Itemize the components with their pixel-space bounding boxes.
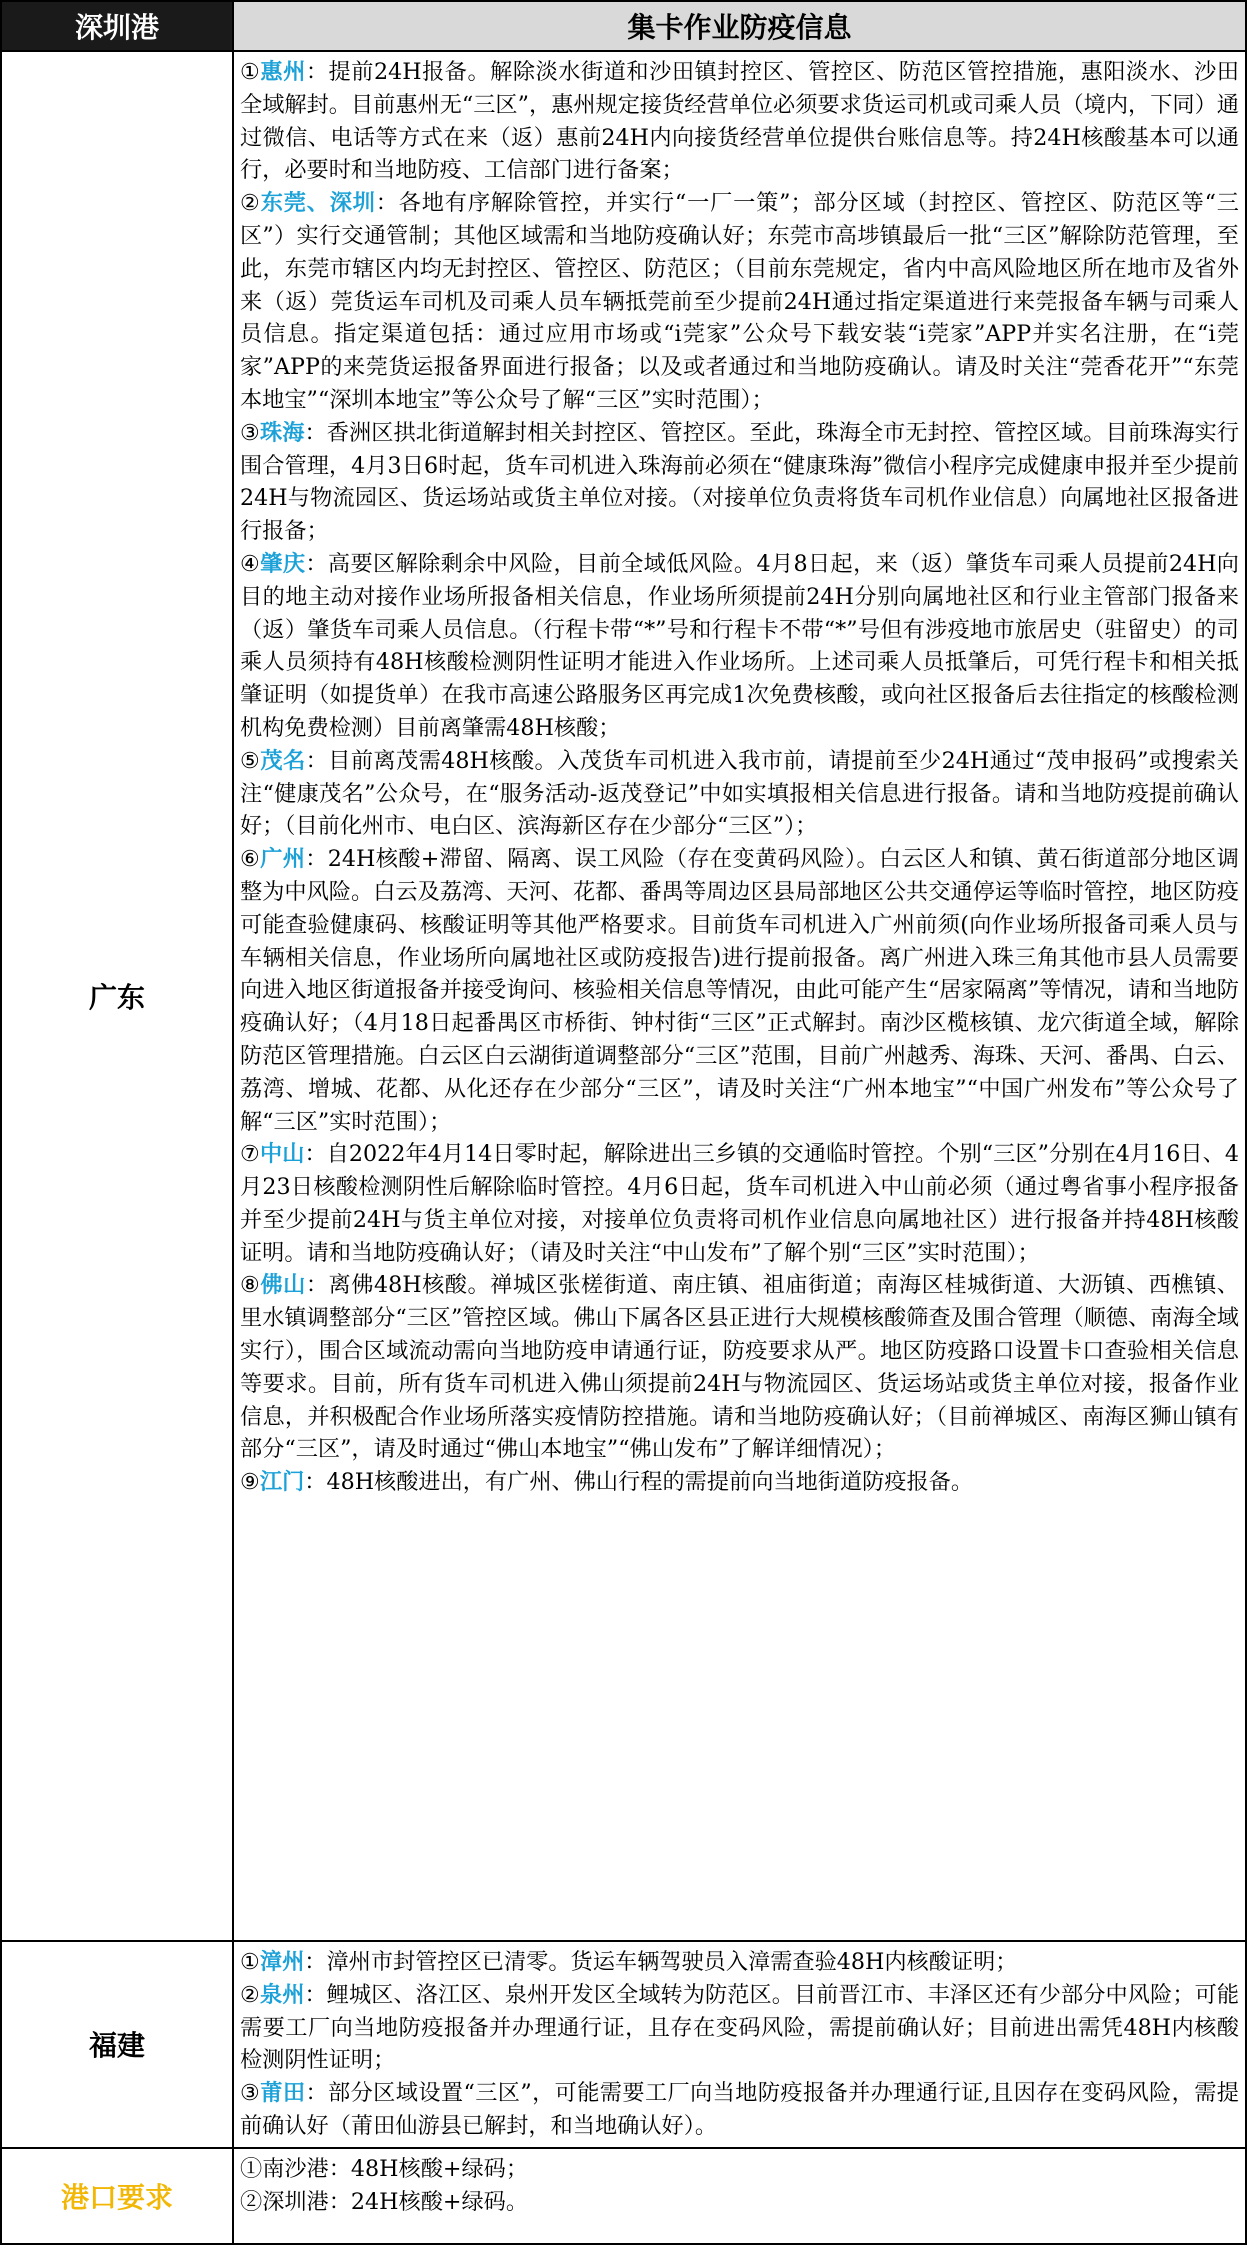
section-row-guangdong [1,51,1246,1941]
region-label: 福建 [1,1941,233,2148]
section-row-fujian [1,1941,1246,2148]
header-row [1,1,1246,51]
list-item: ①漳州：漳州市封管控区已清零。货运车辆驾驶员入漳需查验48H内核酸证明； [240,1949,1018,1975]
city-name: 漳州 [259,1949,305,1975]
city-name: 佛山 [260,1272,306,1299]
city-name: 惠州 [260,59,306,85]
city-name: 珠海 [259,419,305,446]
city-name: 泉州 [259,1981,305,2008]
list-item: ②泉州：鲤城区、洛江区、泉州开发区全域转为防范区。目前晋江市、丰泽区还有少部分中风险；可能需要工厂向当地防疫报备并办理通行证，且存在变码风险，需提前确认好；目前进出需凭48H内核酸检测阴性证明； [240,1981,1240,2074]
region-label: 广东 [1,51,233,1941]
section-row-port-requirements [1,2148,1246,2244]
title-header: 集卡作业防疫信息 [233,1,1246,51]
port-header: 深圳港 [1,1,233,51]
city-name: 莆田 [260,2080,306,2107]
city-name: 茂名 [260,747,306,774]
list-item: ②东莞、深圳：各地有序解除管控，并实行“一厂一策”；部分区域（封控区、管控区、防范区等“三区”）实行交通管制；其他区域需和当地防疫确认好；东莞市高埗镇最后一批“三区”解除防范管理，至此，东莞市辖区内均无封控区、管控区、防范区；（目前东莞规定，省内中高风险地区所在地市及省外来（返）莞货运车司机及司乘人员车辆抵莞前至少提前24H通过指定渠道进行来莞报备车辆与司乘人员信息。指定渠道包括：通过应用市场或“i莞家”公众号下载安装“i莞家”APP并实名注册，在“i莞家”APP的来莞货运报备界面进行报备；以及或者通过和当地防疫确认。请及时关注“莞香花开”“东莞本地宝”“深圳本地宝”等公众号了解“三区”实时范围）； [240,190,1239,413]
list-item: ⑥广州：24H核酸+滞留、隔离、误工风险（存在变黄码风险）。白云区人和镇、黄石街道部分地区调整为中风险。白云及荔湾、天河、花都、番禺等周边区县局部地区公共交通停运等临时管控，地区防疫可能查验健康码、核酸证明等其他严格要求。目前货车司机进入广州前须(向作业场所报备司乘人员与车辆相关信息，作业场所向属地社区或防疫报告)进行提前报备。离广州进入珠三角其他市县人员需要向进入地区街道报备并接受询问、核验相关信息等情况，由此可能产生“居家隔离”等情况，请和当地防疫确认好；（4月18日起番禺区市桥街、钟村街“三区”正式解封。南沙区榄核镇、龙穴街道全域，解除防范区管理措施。白云区白云湖街道调整部分“三区”范围，目前广州越秀、海珠、天河、番禺、白云、荔湾、增城、花都、从化还存在少部分“三区”，请及时关注“广州本地宝”“中国广州发布”等公众号了解“三区”实时范围）； [240,846,1239,1135]
city-name: 中山 [259,1141,305,1168]
list-item: ①南沙港：48H核酸+绿码； [240,2155,529,2182]
city-name: 东莞、深圳 [260,190,376,217]
list-item: ⑨江门：48H核酸进出，有广州、佛山行程的需提前向当地街道防疫报备。 [240,1469,974,1496]
section-content [233,1941,1246,2148]
region-label: 港口要求 [1,2148,233,2244]
section-content [233,51,1246,1941]
list-item: ①惠州：提前24H报备。解除淡水街道和沙田镇封控区、管控区、防范区管控措施，惠阳淡水、沙田全域解封。目前惠州无“三区”，惠州规定接货经营单位必须要求货运司机或司乘人员（境内，下同）通过微信、电话等方式在来（返）惠前24H内向接货经营单位提供台账信息等。持24H核酸基本可以通行，必要时和当地防疫、工信部门进行备案； [240,59,1239,184]
city-name: 肇庆 [260,550,306,577]
city-name: 江门 [259,1469,305,1496]
list-item: ③莆田：部分区域设置“三区”，可能需要工厂向当地防疫报备并办理通行证,且因存在变码风险，需提前确认好（莆田仙游县已解封，和当地确认好）。 [240,2080,1239,2139]
list-item: ⑧佛山：离佛48H核酸。禅城区张槎街道、南庄镇、祖庙街道；南海区桂城街道、大沥镇、西樵镇、里水镇调整部分“三区”管控区域。佛山下属各区县正进行大规模核酸筛查及围合管理（顺德、南海全域实行），围合区域流动需向当地防疫申请通行证，防疫要求从严。地区防疫路口设置卡口查验相关信息等要求。目前，所有货车司机进入佛山须提前24H与物流园区、货运场站或货主单位对接，报备作业信息，并积极配合作业场所落实疫情防控措施。请和当地防疫确认好；（目前禅城区、南海区狮山镇有部分“三区”，请及时通过“佛山本地宝”“佛山发布”了解详细情况）； [240,1272,1239,1463]
list-item: ⑤茂名：目前离茂需48H核酸。入茂货车司机进入我市前，请提前至少24H通过“茂申报码”或搜索关注“健康茂名”公众号，在“服务活动-返茂登记”中如实填报相关信息进行报备。请和当地防疫提前确认好；（目前化州市、电白区、滨海新区存在少部分“三区”）； [240,747,1239,840]
list-item: ④肇庆：高要区解除剩余中风险，目前全域低风险。4月8日起，来（返）肇货车司乘人员提前24H向目的地主动对接作业场所报备相关信息，作业场所须提前24H分别向属地社区和行业主管部门报备来（返）肇货车司乘人员信息。（行程卡带“*”号和行程卡不带“*”号但有涉疫地市旅居史（驻留史）的司乘人员须持有48H核酸检测阴性证明才能进入作业场所。上述司乘人员抵肇后，可凭行程卡和相关抵肇证明（如提货单）在我市高速公路服务区再完成1次免费核酸，或向社区报备后去往指定的核酸检测机构免费检测）目前离肇需48H核酸； [240,550,1239,741]
list-item: ⑦中山：自2022年4月14日零时起，解除进出三乡镇的交通临时管控。个别“三区”分别在4月16日、4月23日核酸检测阴性后解除临时管控。4月6日起，货车司机进入中山前必须（通过粤省事小程序报备并至少提前24H与货主单位对接，对接单位负责将司机作业信息向属地社区）进行报备并持48H核酸证明。请和当地防疫确认好；（请及时关注“中山发布”了解个别“三区”实时范围）； [240,1141,1239,1266]
list-item: ③珠海：香洲区拱北街道解封相关封控区、管控区。至此，珠海全市无封控、管控区域。目前珠海实行围合管理，4月3日6时起，货车司机进入珠海前必须在“健康珠海”微信小程序完成健康申报并至少提前24H与物流园区、货运场站或货主单位对接。（对接单位负责将货车司机作业信息）向属地社区报备进行报备； [240,419,1240,545]
list-item: ②深圳港：24H核酸+绿码。 [240,2188,529,2215]
section-content [233,2148,1246,2244]
city-name: 广州 [260,846,306,873]
